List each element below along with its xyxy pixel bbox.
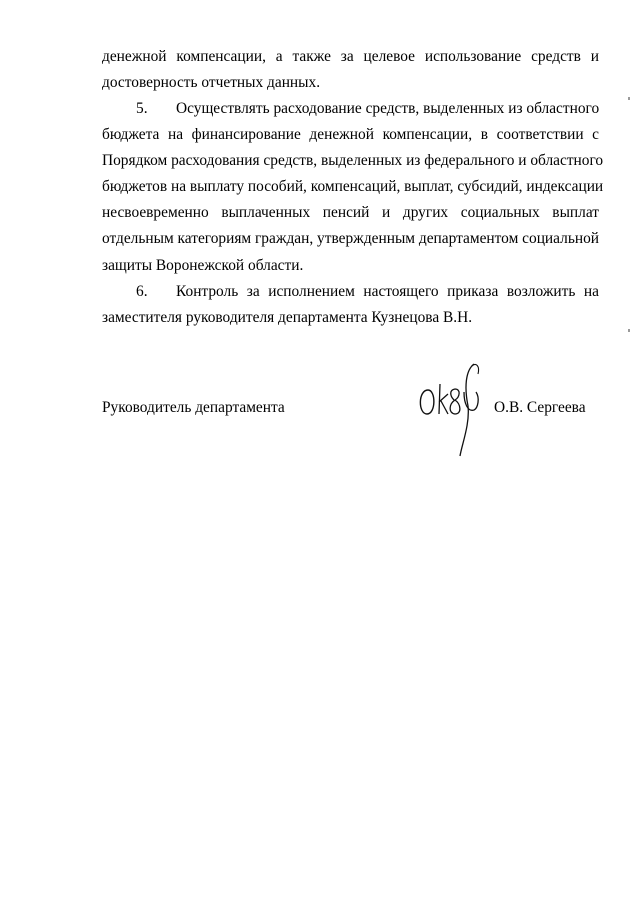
text-line-2: достоверность отчетных данных. xyxy=(102,74,321,91)
text-line-8: отдельным категориям граждан, утвержденным департаментом социальной xyxy=(102,230,600,247)
text-line-9: защиты Воронежской области. xyxy=(102,257,304,274)
signature-title: Руководитель департамента xyxy=(102,399,285,416)
text-line-3: Осуществлять расходование средств, выделенных из областного xyxy=(176,100,600,117)
text-line-4: бюджета на финансирование денежной компенсации, в соответствии с xyxy=(102,126,599,143)
text-line-5: Порядком расходования средств, выделенных из федерального и областного xyxy=(102,152,604,169)
text-line-7: несвоевременно выплаченных пенсий и других социальных выплат xyxy=(102,204,599,221)
text-line-1: денежной компенсации, а также за целевое использование средств и xyxy=(102,48,599,65)
signatory-name: О.В. Сергеева xyxy=(494,399,586,416)
item-number-6: 6. xyxy=(136,283,148,300)
text-line-6: бюджетов на выплату пособий, компенсаций, выплат, субсидий, индексации xyxy=(102,178,604,195)
text-line-11: заместителя руководителя департамента Кузнецова В.Н. xyxy=(102,309,473,326)
item-number-5: 5. xyxy=(136,100,148,117)
scan-mark xyxy=(628,329,630,332)
handwritten-signature xyxy=(414,356,494,460)
scan-mark xyxy=(628,97,630,100)
text-line-10: Контроль за исполнением настоящего приказа возложить на xyxy=(176,283,599,300)
